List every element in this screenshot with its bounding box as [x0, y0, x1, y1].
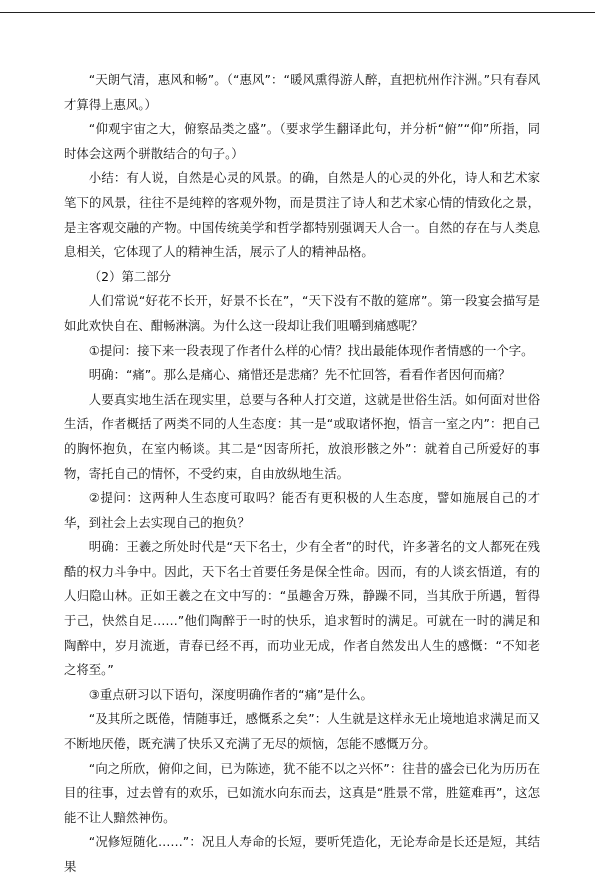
paragraph-question-3: ③重点研习以下语句，深度明确作者的“痛”是什么。 [88, 686, 373, 702]
paragraph-answer-1: 明确：“痛”。那么是痛心、痛惜还是悲痛？先不忙回答，看看作者因何而痛？ [88, 367, 511, 383]
header-rule [0, 12, 595, 13]
document-body [64, 68, 540, 880]
paragraph-quote-past: “向之所欣，俯仰之间，已为陈迹，犹不能不以之兴怀”：往昔的盛会已化为历历在目的往事，过去曾有的欢乐，已如流水向东而去，这真是“胜景不常，胜筵难再”，这怎能不让人黯然神伤。 [64, 760, 540, 825]
paragraph-quote-weariness: “及其所之既倦，情随事迁，感慨系之矣”：人生就是这样永无止境地追求满足而又不断地厌倦，既充满了快乐又充满了无尽的烦恼，怎能不感慨万分。 [64, 711, 540, 752]
paragraph-intro-part-two: 人们常说“好花不长开，好景不长在”，“天下没有不散的筵席”。第一段宴会描写是如此欢快自在、酣畅淋漓。为什么这一段却让我们咀嚼到痛感呢？ [64, 293, 540, 333]
paragraph-question-1: ①提问：接下来一段表现了作者什么样的心情？找出最能体现作者情感的一个字。 [88, 342, 534, 358]
paragraph-summary: 小结：有人说，自然是心灵的风景。的确，自然是人的心灵的外化，诗人和艺术家笔下的风景，往往不是纯粹的客观外物，而是贯注了诗人和艺术家心情的情致化之景，是主客观交融的产物。中国传统美学和哲学都特别强调天人合一。自然的存在与人类息息相关，它体现了人的精神生活，展示了人的精神品格。 [64, 170, 540, 260]
section-heading-part-two: （2）第二部分 [88, 268, 172, 284]
paragraph-huifeng: “天朗气清，惠风和畅”。（“惠风”：“暖风熏得游人醉，直把杭州作汴洲。”只有春风才算得上惠风。） [64, 72, 540, 112]
paragraph-question-2: ②提问：这两种人生态度可取吗？能否有更积极的人生态度，譬如施展自己的才华，到社会上去实现自己的抱负？ [64, 490, 540, 530]
paragraph-life-attitudes: 人要真实地生活在现实里，总要与各种人打交道，这就是世俗生活。如何面对世俗生活，作者概括了两类不同的人生态度：其一是“或取诸怀抱，悟言一室之内”：把自己的胸怀抱负，在室内畅谈。其二是“因寄所托，放浪形骸之外”：就着自己所爱好的事物，寄托自己的情怀，不受约束，自由放纵地生活。 [64, 391, 540, 481]
paragraph-answer-2: 明确：王羲之所处时代是“天下名士，少有全者”的时代，许多著名的文人都死在残酷的权力斗争中。因此，天下名士首要任务是保全性命。因而，有的人谈玄悟道，有的人归隐山林。正如王羲之在文中写的：“虽趣舍万殊，静躁不同，当其欣于所遇，暂得于己，快然自足……”他们陶醉于一时的快乐，追求暂时的满足。可就在一时的满足和陶醉中，岁月流逝，青春已经不再，而功业无成，作者自然发出人生的感慨：“不知老之将至。” [64, 539, 540, 678]
paragraph-quote-lifespan: “况修短随化……”：况且人寿命的长短，要听凭造化，无论寿命是长还是短，其结果 [64, 834, 540, 874]
paragraph-yangguan: “仰观宇宙之大，俯察品类之盛”。（要求学生翻译此句，并分析“俯”“仰”所指，同时体会这两个骈散结合的句子。） [64, 121, 540, 161]
